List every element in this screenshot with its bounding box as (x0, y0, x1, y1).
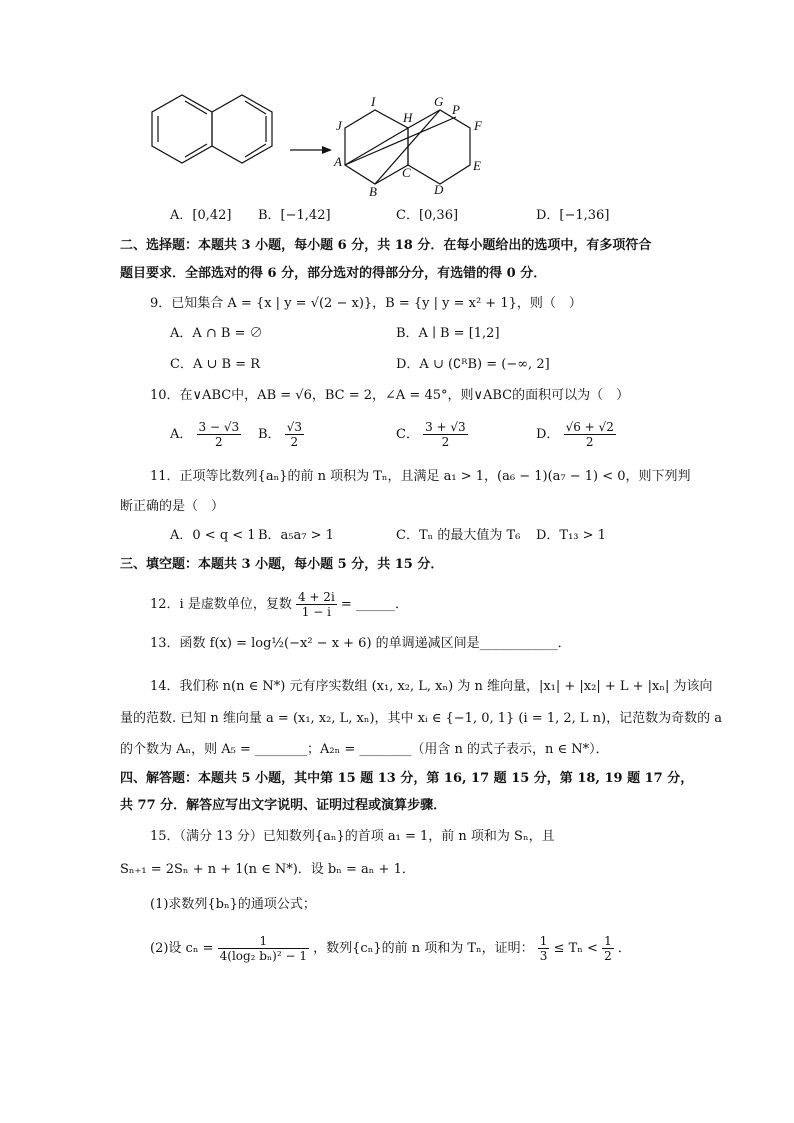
numerator: 3 + √3 (425, 420, 466, 434)
denominator: 2 (585, 435, 594, 449)
q9-option-a: A．A ∩ B = ∅ (170, 326, 263, 341)
section4-heading-line1: 四、解答题：本题共 5 小题，其中第 15 题 13 分，第 16, 17 题 15 分，第 18, 19 题 17 分， (120, 771, 694, 786)
q12-fraction (296, 590, 337, 619)
q15-part1: (1)求数列{bₙ}的通项公式； (150, 897, 316, 912)
denominator: 2 (441, 435, 450, 449)
numerator: √3 (286, 420, 302, 434)
q11-stem-line2: 断正确的是（ ） (120, 499, 225, 514)
q10-option-c-label: C． (396, 427, 419, 442)
label-C: C (402, 165, 411, 180)
q10-option-b-fraction (285, 420, 304, 449)
numerator: 1 (218, 934, 309, 949)
q8-option-d: D．[−1,36] (536, 208, 610, 223)
section3-heading: 三、填空题：本题共 3 小题，每小题 5 分，共 15 分． (120, 557, 444, 572)
q15-cn-fraction (218, 934, 309, 963)
denominator: 2 (290, 435, 299, 449)
q9-option-d: D．A ∪ (∁ᴿB) = (−∞, 2] (396, 357, 550, 372)
denominator: 2 (604, 949, 612, 963)
q15-ineq-right-fraction (602, 934, 614, 963)
q10-option-c (396, 420, 468, 449)
q15-part2-mid: ，数列{cₙ}的前 n 项和为 Tₙ，证明： (313, 941, 534, 956)
numerator: √6 + √2 (565, 420, 614, 434)
numerator: 3 − √3 (198, 420, 240, 434)
q15-part2-end: ． (617, 941, 631, 956)
q12-pre: 12．i 是虚数单位，复数 (150, 597, 292, 612)
naphthalene-structure (152, 95, 272, 163)
q10-option-d (536, 420, 616, 449)
arrow-icon (290, 146, 332, 154)
q15-line1: 15．（满分 13 分）已知数列{aₙ}的首项 a₁ = 1，前 n 项和为 Sₙ，且 (150, 829, 555, 844)
section4-heading-line2: 共 77 分．解答应写出文字说明、证明过程或演算步骤． (120, 798, 447, 813)
q9-option-b: B．A ∣ B = [1,2] (396, 326, 500, 341)
label-G: G (434, 94, 444, 109)
numerator: 1 (604, 934, 612, 948)
q15-ineq-mid: ≤ Tₙ < (553, 941, 598, 956)
label-A: A (334, 154, 342, 169)
q14-line3: 的个数为 Aₙ，则 A₅ = ________；A₂ₙ = ________（用含 n 的式子表示，n ∈ N*）． (120, 742, 609, 757)
section2-heading-line1: 二、选择题：本题共 3 小题，每小题 6 分，共 18 分．在每小题给出的选项中，有多项符合 (120, 238, 652, 253)
q13-line: 13．函数 f(x) = log½(−x² − x + 6) 的单调递减区间是____________． (150, 636, 571, 651)
q8-option-b: B．[−1,42] (258, 208, 331, 223)
q11-option-c: C．Tₙ 的最大值为 T₆ (396, 528, 521, 543)
q10-option-d-label: D． (536, 427, 560, 442)
q15-part2-pre: (2)设 cₙ = (150, 941, 214, 956)
label-J: J (336, 118, 342, 133)
q11-option-d: D．T₁₃ > 1 (536, 528, 606, 543)
label-P: P (452, 102, 460, 117)
label-B: B (369, 184, 377, 199)
q10-stem: 10．在∨ABC中，AB = √6，BC = 2，∠A = 45°，则∨ABC的面积可以为（ ） (150, 388, 630, 403)
q14-line2: 量的范数. 已知 n 维向量 a = (x₁, x₂, L, xₙ)，其中 xᵢ ∈ {−1, 0, 1} (i = 1, 2, L n)，记范数为奇数的 a (120, 711, 722, 726)
q14-line1: 14．我们称 n(n ∈ N*) 元有序实数组 (x₁, x₂, L, xₙ) 为 n 维向量，|x₁| + |x₂| + L + |xₙ| 为该向 (150, 679, 713, 694)
label-F: F (474, 118, 482, 133)
q11-stem-line1: 11．正项等比数列{aₙ}的前 n 项积为 Tₙ，且满足 a₁ > 1，(a₆ − 1)(a₇ − 1) < 0，则下列判 (150, 469, 691, 484)
label-E: E (473, 158, 481, 173)
denominator: 4(log₂ bₙ)² − 1 (219, 949, 307, 963)
denominator: 2 (215, 435, 223, 449)
denominator: 3 (539, 949, 548, 963)
q11-option-a: A．0 < q < 1 (170, 528, 256, 543)
q9-option-c: C．A ∪ B = R (170, 357, 260, 372)
q10-option-a-fraction (197, 420, 242, 449)
q10-option-b (258, 420, 304, 449)
q11-option-b: B．a₅a₇ > 1 (258, 528, 334, 543)
q15-part2 (150, 934, 631, 963)
label-D: D (434, 182, 444, 197)
geometry-figure (0, 0, 794, 210)
q8-option-c: C．[0,36] (396, 208, 459, 223)
label-I: I (371, 94, 376, 109)
q10-option-c-fraction (423, 420, 468, 449)
label-H: H (403, 110, 413, 125)
q8-option-a: A．[0,42] (170, 208, 232, 223)
q15-ineq-left-fraction (538, 934, 550, 963)
q15-line2: Sₙ₊₁ = 2Sₙ + n + 1(n ∈ N*)．设 bₙ = aₙ + 1． (120, 862, 415, 877)
numerator: 4 + 2i (297, 590, 335, 604)
q10-option-b-label: B． (258, 427, 281, 442)
q10-option-a-label: A． (170, 427, 193, 442)
numerator: 1 (539, 934, 548, 948)
denominator: 1 − i (301, 605, 331, 619)
q10-option-d-fraction (564, 420, 616, 449)
q12-post: = ______． (340, 597, 408, 612)
q9-stem: 9．已知集合 A = {x | y = √(2 − x)}，B = {y | y = x² + 1}，则（ ） (150, 296, 582, 311)
section2-heading-line2: 题目要求．全部选对的得 6 分，部分选对的得部分分，有选错的得 0 分． (120, 266, 547, 281)
q12-line (150, 590, 408, 619)
q10-option-a (170, 420, 241, 449)
